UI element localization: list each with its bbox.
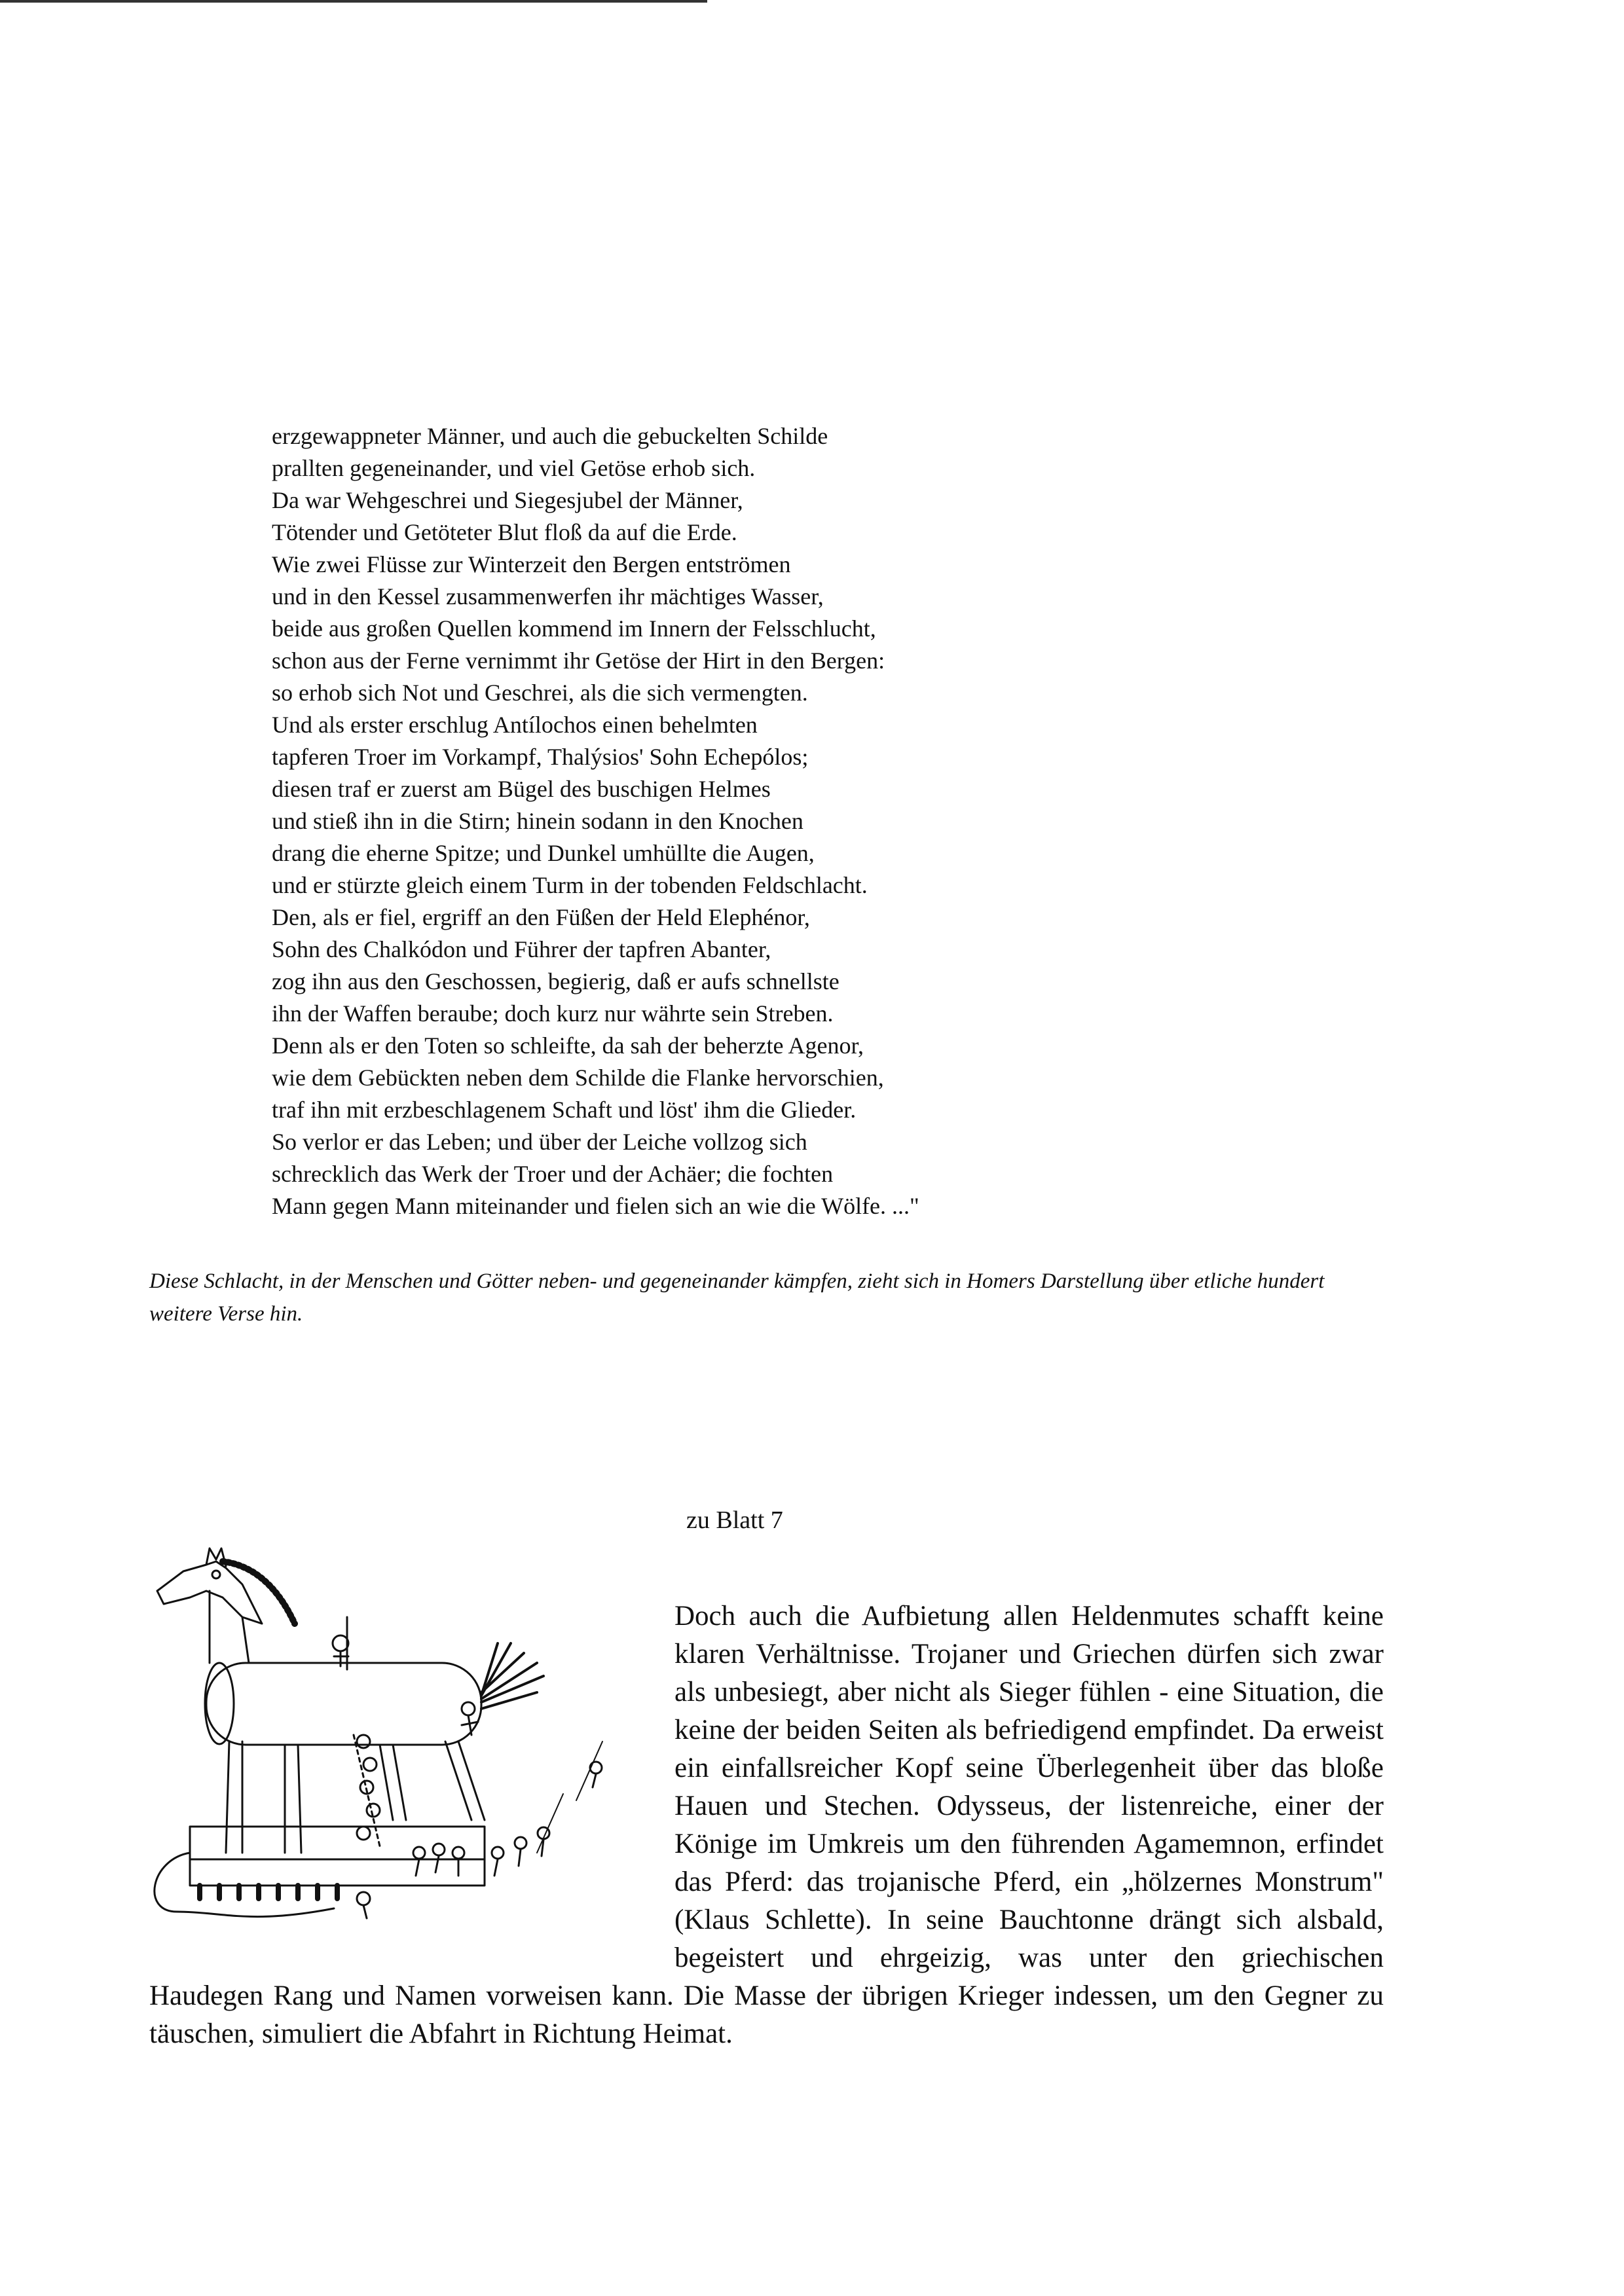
verse-line: schrecklich das Werk der Troer und der Achäer; die fochten: [272, 1161, 834, 1187]
verse-line: zog ihn aus den Geschossen, begierig, daß er aufs schnellste: [272, 968, 840, 994]
body-text: Doch auch die Aufbietung allen Heldenmutes schafft keine klaren Verhältnisse. Trojaner und Griechen dürfen sich zwar als unbesiegt, aber nicht als Sieger fühlen - eine Situation, die keine der beiden Seiten als befriedigend empfindet. Da erweist ein einfallsreicher Kopf seine Überlegenheit über das bloße Hauen und Stechen. Odysseus, der listenreiche, einer der Könige im Umkreis um den führenden Agamemnon, erfindet das Pferd: das trojanische Pferd, ein „hölzernes Monstrum" (Klaus Schlette). In seine Bauchtonne drängt sich alsbald, begeistert und ehrgeizig, was unter den griechischen Haudegen Rang und Namen vorweisen kann. Die Masse der übrigen Krieger indessen, um den Gegner zu täuschen, simuliert die Abfahrt in Richtung Heimat.: [149, 1601, 1384, 2049]
section-heading: zu Blatt 7: [686, 1506, 783, 1534]
verse-line: Mann gegen Mann miteinander und fielen sich an wie die Wölfe. ...": [272, 1193, 919, 1219]
verse-line: So verlor er das Leben; und über der Leiche vollzog sich: [272, 1129, 807, 1155]
verse-line: drang die eherne Spitze; und Dunkel umhüllte die Augen,: [272, 840, 815, 866]
verse-line: schon aus der Ferne vernimmt ihr Getöse der Hirt in den Bergen:: [272, 647, 885, 674]
verse-line: Tötender und Getöteter Blut floß da auf die Erde.: [272, 519, 737, 545]
verse-line: wie dem Gebückten neben dem Schilde die Flanke hervorschien,: [272, 1065, 884, 1091]
verse-line: erzgewappneter Männer, und auch die gebuckelten Schilde: [272, 423, 828, 449]
verse-line: Sohn des Chalkódon und Führer der tapfren Abanter,: [272, 936, 771, 962]
verse-line: und er stürzte gleich einem Turm in der tobenden Feldschlacht.: [272, 872, 868, 898]
verse-line: Da war Wehgeschrei und Siegesjubel der Männer,: [272, 487, 743, 513]
body-paragraph: [149, 1597, 1384, 2053]
verse-line: prallten gegeneinander, und viel Getöse erhob sich.: [272, 455, 756, 481]
verse-line: diesen traf er zuerst am Bügel des buschigen Helmes: [272, 776, 771, 802]
verse-line: Und als erster erschlug Antílochos einen behelmten: [272, 712, 758, 738]
illustration-spacer: [149, 1597, 674, 1964]
verse-line: so erhob sich Not und Geschrei, als die sich vermengten.: [272, 680, 808, 706]
verse-line: tapferen Troer im Vorkampf, Thalýsios' Sohn Echepólos;: [272, 744, 809, 770]
top-rule: [0, 0, 707, 3]
verse-line: ihn der Waffen beraube; doch kurz nur währte sein Streben.: [272, 1000, 834, 1027]
verse-line: Wie zwei Flüsse zur Winterzeit den Bergen entströmen: [272, 551, 791, 577]
verse-quote: [272, 420, 919, 1222]
verse-line: beide aus großen Quellen kommend im Innern der Felsschlucht,: [272, 615, 876, 642]
italic-commentary: Diese Schlacht, in der Menschen und Götter neben- und gegeneinander kämpfen, zieht sich in Homers Darstellung über etliche hundert weitere Verse hin.: [149, 1269, 1325, 1326]
verse-line: Den, als er fiel, ergriff an den Füßen der Held Elephénor,: [272, 904, 810, 930]
verse-line: und in den Kessel zusammenwerfen ihr mächtiges Wasser,: [272, 583, 824, 610]
verse-line: und stieß ihn in die Stirn; hinein sodann in den Knochen: [272, 808, 803, 834]
verse-line: traf ihn mit erzbeschlagenem Schaft und löst' ihm die Glieder.: [272, 1097, 857, 1123]
verse-line: Denn als er den Toten so schleifte, da sah der beherzte Agenor,: [272, 1032, 864, 1059]
